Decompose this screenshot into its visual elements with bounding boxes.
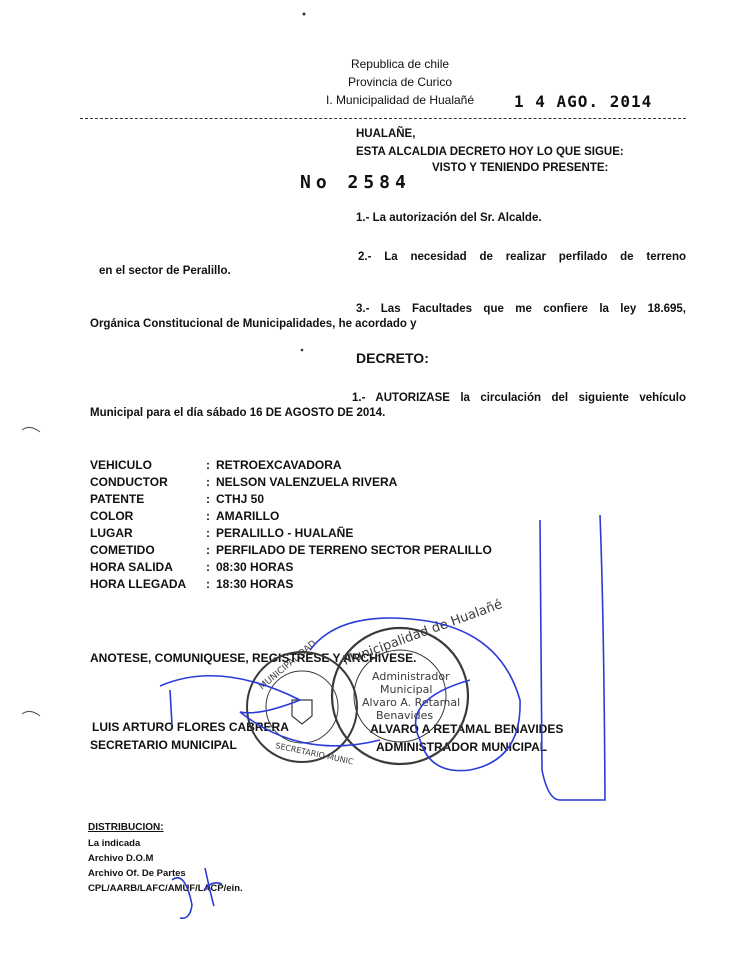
- row-label: HORA SALIDA: [90, 560, 173, 574]
- date-stamp: 1 4 AGO. 2014: [514, 92, 653, 111]
- left-signatory-name: LUIS ARTURO FLORES CABRERA: [92, 720, 289, 734]
- row-value: PERFILADO DE TERRENO SECTOR PERALILLO: [216, 543, 492, 557]
- row-value: CTHJ 50: [216, 492, 265, 506]
- consideration-2-cont: en el sector de Peralillo.: [99, 265, 231, 277]
- row-sep: :: [206, 492, 210, 506]
- row-label: PATENTE: [90, 492, 145, 506]
- right-signatory-title: ADMINISTRADOR MUNICIPAL: [376, 740, 548, 754]
- intro-line1: ESTA ALCALDIA DECRETO HOY LO QUE SIGUE:: [356, 146, 624, 158]
- row-sep: :: [206, 543, 210, 557]
- header-province: Provincia de Curico: [347, 75, 453, 89]
- distribution-title: DISTRIBUCION:: [88, 822, 164, 833]
- row-label: HORA LLEGADA: [90, 577, 187, 591]
- row-label: COLOR: [90, 509, 134, 523]
- intro-place: HUALAÑE,: [356, 128, 416, 140]
- closing-statement: ANOTESE, COMUNIQUESE, REGISTRESE Y ARCHIVESE.: [90, 651, 417, 665]
- distribution-item: Archivo Of. De Partes: [88, 868, 186, 879]
- decree-item-1: 1.- AUTORIZASE la circulación del siguiente vehículo: [352, 392, 686, 404]
- row-label: CONDUCTOR: [90, 475, 168, 489]
- row-label: LUGAR: [90, 526, 133, 540]
- row-value: PERALILLO - HUALAÑE: [216, 526, 354, 540]
- scan-mark: [22, 427, 40, 432]
- distribution-item: La indicada: [88, 838, 141, 849]
- row-sep: :: [206, 458, 210, 472]
- svg-text:Municipal: Municipal: [380, 683, 433, 696]
- row-value: NELSON VALENZUELA RIVERA: [216, 475, 398, 489]
- svg-text:MUNICIPALIDAD: MUNICIPALIDAD: [257, 638, 319, 693]
- row-value: 08:30 HORAS: [216, 560, 294, 574]
- svg-text:Benavides: Benavides: [376, 709, 434, 722]
- consideration-3-cont: Orgánica Constitucional de Municipalidades, he acordado y: [90, 318, 417, 330]
- distribution-item: CPL/AARB/LAFC/AMUF/LACP/ein.: [88, 883, 243, 894]
- row-sep: :: [206, 560, 210, 574]
- handwritten-signature: [160, 515, 605, 918]
- header-divider: [80, 118, 686, 119]
- row-sep: :: [206, 475, 210, 489]
- consideration-3: 3.- Las Facultades que me confiere la ley 18.695,: [356, 303, 686, 315]
- decree-item-1-cont: Municipal para el día sábado 16 DE AGOSTO DE 2014.: [90, 407, 386, 419]
- row-label: COMETIDO: [90, 543, 155, 557]
- decree-number: No 2584: [300, 172, 411, 193]
- svg-text:SECRETARIO MUNIC: SECRETARIO MUNIC: [274, 741, 355, 767]
- left-signatory-title: SECRETARIO MUNICIPAL: [90, 738, 237, 752]
- header-country: Republica de chile: [350, 57, 450, 71]
- row-label: VEHICULO: [90, 458, 153, 472]
- distribution-item: Archivo D.O.M: [88, 853, 154, 864]
- header-municipality: I. Municipalidad de Hualañé: [325, 93, 475, 107]
- consideration-1: 1.- La autorización del Sr. Alcalde.: [356, 212, 542, 224]
- scan-mark: [22, 711, 40, 716]
- administrator-seal: [332, 597, 505, 764]
- decree-heading: DECRETO:: [356, 350, 429, 366]
- row-value: 18:30 HORAS: [216, 577, 294, 591]
- row-sep: :: [206, 509, 210, 523]
- svg-text:Administrador: Administrador: [372, 670, 450, 683]
- svg-text:Alvaro A. Retamal: Alvaro A. Retamal: [362, 696, 461, 709]
- row-value: RETROEXCAVADORA: [216, 458, 342, 472]
- intro-line2: VISTO Y TENIENDO PRESENTE:: [432, 162, 609, 174]
- scan-dot: [303, 13, 306, 16]
- row-sep: :: [206, 577, 210, 591]
- row-value: AMARILLO: [216, 509, 280, 523]
- consideration-2: 2.- La necesidad de realizar perfilado de terreno: [358, 251, 686, 263]
- svg-text:Municipalidad de Hualañé: Municipalidad de Hualañé: [341, 597, 505, 669]
- row-sep: :: [206, 526, 210, 540]
- right-signatory-name: ALVARO A RETAMAL BENAVIDES: [370, 722, 564, 736]
- scan-dot: [301, 349, 304, 352]
